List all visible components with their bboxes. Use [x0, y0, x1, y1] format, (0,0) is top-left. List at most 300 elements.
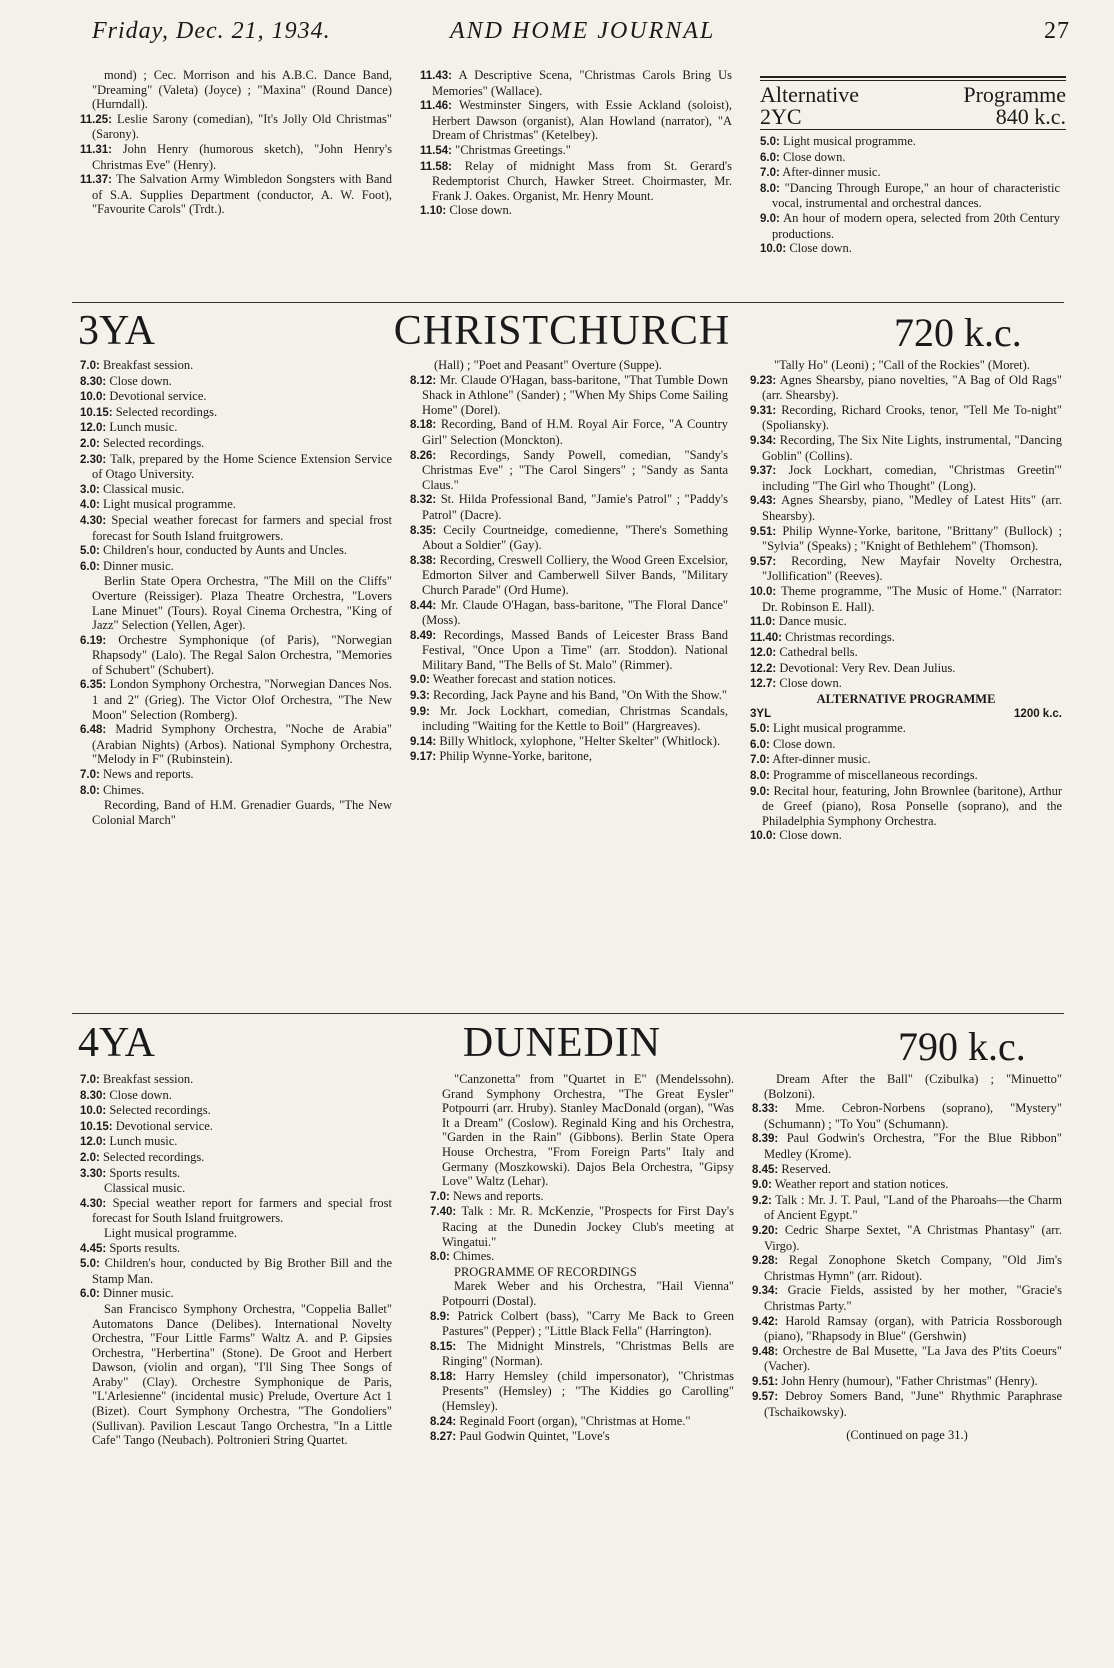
entry-text: "Christmas Greetings."	[455, 142, 571, 157]
entry-time: 9.0:	[410, 674, 430, 687]
programme-entry	[410, 417, 728, 447]
entry-time: 6.0:	[760, 151, 780, 164]
programme-entry	[750, 661, 1062, 677]
entry-text: "Canzonetta" from "Quartet in E" (Mendelssohn). Grand Symphony Orchestra, "The Great Eysler" Potpourri (arr. Hruby). Stanley MacDonald (organ), "Was It a Dream" (Coslow). Reginald King and his Orchestra, "Garden in the Rain" (Gibbons). Berlin State Opera House Orchestra, "From Foreign Parts" Italy and Germany (Moszkowski). Dajos Bela Orchestra, "Gipsy Love" Waltz (Lehar).	[442, 1072, 734, 1189]
programme-entry	[430, 1249, 734, 1265]
entry-time: 8.38:	[410, 554, 437, 567]
entry-time: 5.0:	[80, 1258, 100, 1271]
entry-text: Recordings, Massed Bands of Leicester Brass Band Festival, "Once Upon a Time" (arr. Stoddon). National Military Band, "The Bells of St. Malo" (Rimmer).	[422, 627, 729, 672]
alt-station: 2YC	[760, 104, 802, 129]
entry-time: 7.40:	[430, 1206, 457, 1219]
entry-text: Marek Weber and his Orchestra, "Hail Vienna" Potpourri (Dostal).	[442, 1279, 734, 1308]
programme-entry	[410, 448, 728, 493]
programme-entry	[80, 142, 392, 172]
entry-text: Weather report and station notices.	[774, 1177, 949, 1192]
programme-entry	[750, 463, 1062, 493]
entry-time: 5.0:	[80, 545, 100, 558]
programme-entry	[80, 1241, 392, 1257]
entry-text: Regal Zonophone Sketch Company, "Old Jim's Christmas Hymn" (arr. Ridout).	[764, 1253, 1063, 1283]
entry-time: 2.0:	[80, 437, 100, 450]
entry-time: 12.2:	[750, 662, 777, 675]
programme-entry	[420, 98, 732, 143]
programme-entry	[80, 767, 392, 783]
programme-entry	[80, 574, 392, 632]
alternative-items	[760, 134, 1060, 257]
entry-time: 9.34:	[752, 1285, 779, 1298]
entry-text: John Henry (humorous sketch), "John Henry's Christmas Eve" (Henry).	[92, 141, 393, 172]
entry-text: Recording, Jack Payne and his Band, "On With the Show."	[432, 688, 727, 703]
entry-time: 11.31:	[80, 143, 112, 156]
entry-text: Sports results.	[109, 1165, 181, 1180]
programme-entry	[80, 1134, 392, 1150]
entry-time: 11.0:	[750, 616, 776, 629]
entry-time: 10.0:	[760, 243, 787, 256]
programme-entry	[430, 1265, 734, 1280]
entry-time: 3.30:	[80, 1167, 107, 1180]
entry-time: 10.0:	[80, 391, 107, 404]
programme-entry	[410, 553, 728, 598]
entry-text: Close down.	[772, 736, 836, 751]
station-4ya: 4YA	[78, 1020, 156, 1066]
entry-text: Debroy Somers Band, "June" Rhythmic Paraphrase (Tschaikowsky).	[764, 1389, 1063, 1420]
entry-text: Light musical programme.	[102, 497, 236, 512]
programme-entry	[80, 1226, 392, 1241]
3ya-column-1	[80, 358, 392, 827]
entry-time: 8.0:	[750, 770, 770, 783]
entry-time: 7.0:	[430, 1190, 450, 1203]
entry-text: Talk : Mr. J. T. Paul, "Land of the Pharoahs—the Charm of Ancient Egypt."	[764, 1192, 1062, 1223]
entry-time: 8.0:	[80, 784, 100, 797]
entry-text: Lunch music.	[109, 1134, 178, 1149]
programme-entry	[750, 433, 1062, 463]
entry-time: 9.57:	[750, 555, 777, 568]
entry-time: 7.0:	[80, 769, 100, 782]
entry-text: Sports results.	[109, 1240, 181, 1255]
entry-text: Billy Whitlock, xylophone, "Helter Skelter" (Whitlock).	[439, 733, 721, 748]
programme-entry	[752, 1131, 1062, 1161]
entry-text: Recording, New Mayfair Novelty Orchestra, "Jollification" (Reeves).	[762, 553, 1062, 584]
programme-entry	[750, 768, 1062, 784]
programme-entry	[80, 722, 392, 767]
entry-text: Cecily Courtneidge, comedienne, "There's Something About a Soldier" (Gay).	[422, 522, 729, 553]
programme-entry	[410, 688, 728, 704]
entry-text: Close down.	[779, 828, 842, 843]
programme-entry	[752, 1193, 1062, 1223]
entry-text: Mme. Cebron-Norbens (soprano), "Mystery" (Schumann) ; "To You" (Schumann).	[764, 1101, 1062, 1131]
entry-time: 9.23:	[750, 374, 777, 387]
3ya-column-3	[750, 358, 1062, 844]
entry-text: Light musical programme.	[772, 721, 906, 736]
city-christchurch: CHRISTCHURCH	[393, 308, 731, 354]
entry-time: 9.42:	[752, 1315, 779, 1328]
entry-time: 9.3:	[410, 690, 430, 703]
programme-entry	[752, 1344, 1062, 1374]
programme-entry	[80, 543, 392, 559]
entry-time: 4.30:	[80, 514, 107, 527]
entry-time: 6.35:	[80, 679, 107, 692]
programme-entry	[420, 203, 732, 219]
programme-entry	[80, 389, 392, 405]
entry-text: Children's hour, conducted by Big Brother Bill and the Stamp Man.	[92, 1256, 392, 1286]
entry-text: The Salvation Army Wimbledon Songsters with Band of S.A. Supplies Department (conductor, A. W. Foot), "Favourite Carols" (Trdt.).	[92, 172, 393, 217]
programme-entry	[750, 752, 1062, 768]
programme-entry	[80, 68, 392, 112]
entry-time: 6.0:	[80, 560, 100, 573]
entry-time: 10.0:	[750, 585, 777, 598]
programme-entry	[752, 1283, 1062, 1313]
alt-title-right: Programme	[963, 82, 1066, 107]
programme-entry	[750, 554, 1062, 584]
entry-time: 7.0:	[750, 754, 770, 767]
programme-entry	[80, 783, 392, 799]
entry-text: Close down.	[779, 676, 842, 691]
programme-entry	[410, 598, 728, 628]
alt-frequency-3yl: 1200 k.c.	[1014, 707, 1062, 720]
entry-text: Patrick Colbert (bass), "Carry Me Back to Green Pastures" (Pepper) ; "Little Black Fella" (Harrington).	[442, 1308, 734, 1339]
programme-entry	[420, 68, 732, 98]
entry-time: 9.14:	[410, 735, 437, 748]
entry-text: Devotional: Very Rev. Dean Julius.	[779, 660, 956, 675]
entry-time: 9.0:	[752, 1179, 772, 1192]
entry-time: 9.43:	[750, 495, 777, 508]
4ya-column-1	[80, 1072, 392, 1448]
programme-entry	[750, 737, 1062, 753]
entry-text: Relay of midnight Mass from St. Gerard's Redemptorist Church, Hawker Street. Choirmaster, Mr. Frank J. Oakes. Organist, Mr. Henry Mount.	[432, 158, 732, 203]
entry-time: 11.58:	[420, 160, 452, 173]
entry-text: Mr. Jock Lockhart, comedian, Christmas Scandals, including "Waiting for the Kettle to Boil" (Hargreaves).	[422, 703, 728, 734]
programme-entry	[750, 524, 1062, 554]
entry-text: Mr. Claude O'Hagan, bass-baritone, "The Floral Dance" (Moss).	[422, 597, 729, 628]
programme-entry	[410, 749, 728, 765]
alt-station-3yl: 3YL	[750, 707, 772, 720]
programme-entry	[750, 403, 1062, 433]
entry-time: 7.0:	[760, 167, 780, 180]
alt-station-row	[750, 707, 1062, 722]
continued-note: (Continued on page 31.)	[846, 1427, 968, 1442]
entry-text: Selected recordings.	[102, 1149, 205, 1164]
programme-entry	[80, 374, 392, 390]
programme-entry	[752, 1253, 1062, 1283]
programme-entry	[430, 1189, 734, 1205]
entry-time: 10.0:	[750, 830, 777, 843]
entry-time: 11.25:	[80, 113, 112, 126]
programme-entry	[80, 405, 392, 421]
entry-text: Weather forecast and station notices.	[432, 672, 617, 687]
programme-entry	[760, 134, 1060, 150]
entry-text: Harry Hemsley (child impersonator), "Christmas Presents" (Hemsley) ; "The Kiddies go Carolling" (Hemsley).	[442, 1368, 735, 1414]
entry-time: 7.0:	[80, 360, 100, 372]
entry-text: Selected recordings.	[115, 404, 218, 419]
programme-entry	[410, 492, 728, 522]
programme-entry	[430, 1279, 734, 1308]
entry-time: 8.33:	[752, 1103, 779, 1116]
programme-entry	[410, 704, 728, 734]
entry-text: Cedric Sharpe Sextet, "A Christmas Phantasy" (arr. Virgo).	[764, 1222, 1063, 1253]
entry-text: "Tally Ho" (Leoni) ; "Call of the Rockies" (Moret).	[774, 358, 1030, 372]
entry-text: The Midnight Minstrels, "Christmas Bells are Ringing" (Norman).	[442, 1338, 734, 1369]
entry-time: 8.35:	[410, 524, 437, 537]
entry-time: 11.54:	[420, 144, 452, 157]
entry-text: Chimes.	[102, 782, 145, 797]
programme-entry	[410, 734, 728, 750]
programme-entry	[80, 1256, 392, 1286]
programme-entry	[752, 1314, 1062, 1344]
programme-entry	[760, 181, 1060, 211]
programme-entry	[750, 614, 1062, 630]
page-header	[60, 18, 1070, 58]
entry-time: 4.45:	[80, 1242, 107, 1255]
entry-time: 3.0:	[80, 483, 100, 496]
programme-entry	[80, 1181, 392, 1196]
entry-text: Westminster Singers, with Essie Ackland (soloist), Herbert Dawson (organist), Alan Howland (narrator), "A Dream of Christmas" (Ketelbey).	[432, 98, 732, 143]
entry-text: Close down.	[789, 241, 852, 256]
programme-entry	[750, 584, 1062, 614]
programme-entry	[420, 159, 732, 204]
entry-time: 9.0:	[750, 785, 770, 798]
entry-text: Classical music.	[102, 481, 185, 496]
programme-entry	[80, 420, 392, 436]
frequency-3ya: 720 k.c.	[894, 310, 1022, 355]
programme-entry	[80, 358, 392, 374]
divider	[760, 129, 1066, 130]
entry-time: 9.31:	[750, 404, 777, 417]
entry-text: Recording, Richard Crooks, tenor, "Tell Me To-night" (Spoliansky).	[762, 402, 1062, 433]
entry-text: Theme programme, "The Music of Home." (Narrator: Dr. Robinson E. Hall).	[762, 583, 1063, 614]
programme-entry	[430, 1204, 734, 1249]
journal-title: AND HOME JOURNAL	[450, 18, 716, 44]
programme-entry	[80, 1286, 392, 1302]
entry-time: 8.26:	[410, 449, 437, 462]
entry-time: 8.24:	[430, 1415, 457, 1428]
entry-text: Talk : Mr. R. McKenzie, "Prospects for First Day's Racing at the Dunedin Jockey Club's meeting at Wingatui."	[442, 1204, 734, 1249]
programme-entry	[80, 1196, 392, 1226]
entry-time: 9.51:	[750, 525, 777, 538]
station-3ya: 3YA	[78, 308, 156, 354]
entry-time: 9.37:	[750, 465, 777, 478]
4ya-column-3	[752, 1072, 1062, 1442]
entry-text: mond) ; Cec. Morrison and his A.B.C. Dance Band, "Dreaming" (Valeta) (Joyce) ; "Maxina" (Round Dance) (Hurndall).	[92, 68, 392, 112]
programme-entry	[80, 112, 392, 142]
entry-text: Paul Godwin Quintet, "Love's	[459, 1429, 610, 1444]
entry-text: Reserved.	[781, 1161, 831, 1176]
entry-text: John Henry (humour), "Father Christmas" (Henry).	[781, 1373, 1038, 1388]
programme-entry	[752, 1177, 1062, 1193]
alt-title-left: Alternative	[760, 82, 859, 107]
programme-entry	[750, 721, 1062, 737]
entry-text: Dream After the Ball" (Czibulka) ; "Minuetto" (Bolzoni).	[764, 1072, 1062, 1101]
entry-time: 8.18:	[430, 1370, 457, 1383]
entry-time: 11.46:	[420, 100, 452, 113]
entry-time: 9.28:	[752, 1255, 779, 1268]
entry-text: Madrid Symphony Orchestra, "Noche de Arabia" (Arabian Nights) (Arbos). National Symphony Orchestra, "Melody in F" (Rubinstein).	[92, 722, 392, 767]
entry-time: 9.57:	[752, 1391, 779, 1404]
entry-time: 12.0:	[750, 647, 777, 660]
programme-entry	[760, 241, 1060, 257]
entry-text: Light musical programme.	[782, 134, 916, 148]
entry-time: 9.0:	[760, 212, 780, 225]
entry-time: 6.48:	[80, 724, 107, 737]
entry-text: Children's hour, conducted by Aunts and Uncles.	[102, 543, 348, 558]
entry-text: Devotional service.	[109, 389, 207, 404]
entry-text: Agnes Shearsby, piano novelties, "A Bag of Old Rags" (arr. Shearsby).	[762, 372, 1062, 403]
entry-time: 8.45:	[752, 1163, 779, 1176]
entry-text: St. Hilda Professional Band, "Jamie's Patrol" ; "Paddy's Patrol" (Dacre).	[422, 492, 728, 522]
entry-text: Close down.	[109, 1087, 172, 1102]
alternative-programme-2yc	[760, 76, 1066, 256]
entry-text: Paul Godwin's Orchestra, "For the Blue Ribbon" Medley (Krome).	[764, 1131, 1063, 1161]
entry-time: 12.7:	[750, 678, 777, 691]
top-column-1	[80, 68, 392, 217]
entry-text: Classical music.	[104, 1181, 186, 1196]
frequency-4ya: 790 k.c.	[898, 1024, 1026, 1069]
programme-entry	[410, 628, 728, 673]
programme-entry	[750, 630, 1062, 646]
programme-entry	[80, 1150, 392, 1166]
programme-entry	[430, 1429, 734, 1445]
entry-time: 6.0:	[750, 738, 770, 751]
entry-time: 11.40:	[750, 631, 782, 644]
entry-time: 8.0:	[760, 182, 780, 195]
programme-entry	[410, 523, 728, 553]
programme-entry	[760, 211, 1060, 241]
entry-time: 9.20:	[752, 1224, 779, 1237]
programme-entry	[750, 828, 1062, 844]
entry-text: Mr. Claude O'Hagan, bass-baritone, "That Tumble Down Shack in Athlone" (Sander) ; "When My Ships Come Sailing Home" (Dorel).	[422, 372, 729, 417]
entry-time: 9.9:	[410, 705, 430, 718]
section-divider	[72, 302, 1064, 303]
alt-programme-heading: ALTERNATIVE PROGRAMME	[816, 692, 996, 707]
entry-text: Philip Wynne-Yorke, baritone,	[439, 749, 592, 764]
entry-time: 8.0:	[430, 1251, 450, 1264]
entry-time: 8.30:	[80, 375, 107, 388]
entry-time: 1.10:	[420, 205, 447, 218]
entry-time: 10.15:	[80, 406, 113, 419]
programme-entry	[750, 358, 1062, 373]
programme-entry	[80, 798, 392, 827]
entry-text: Orchestre Symphonique (of Paris), "Norwegian Rhapsody" (Lalo). The Regal Salon Orchestra, "Memories of Schubert" (Schubert).	[92, 632, 393, 677]
3ya-column-2	[410, 358, 728, 765]
entry-time: 8.49:	[410, 629, 437, 642]
entry-text: Close down.	[109, 373, 172, 388]
entry-time: 8.32:	[410, 494, 437, 507]
entry-text: "Dancing Through Europe," an hour of characteristic vocal, instrumental and orchestral dances.	[772, 180, 1061, 211]
programme-entry	[430, 1339, 734, 1369]
programme-entry	[80, 559, 392, 575]
programme-entry	[430, 1369, 734, 1414]
entry-text: Light musical programme.	[104, 1225, 237, 1240]
programme-entry	[750, 676, 1062, 692]
programme-entry	[750, 645, 1062, 661]
entry-time: 9.48:	[752, 1345, 779, 1358]
programme-entry	[80, 1119, 392, 1135]
entry-time: 2.30:	[80, 453, 107, 466]
programme-entry	[750, 784, 1062, 829]
entry-time: 10.0:	[80, 1105, 107, 1118]
programme-entry	[80, 1302, 392, 1448]
programme-entry	[410, 672, 728, 688]
entry-text: News and reports.	[452, 1188, 544, 1203]
programme-entry	[80, 172, 392, 217]
entry-time: 7.0:	[80, 1074, 100, 1086]
entry-text: Recording, Band of H.M. Grenadier Guards, "The New Colonial March"	[92, 798, 392, 827]
entry-text: PROGRAMME OF RECORDINGS	[454, 1264, 637, 1279]
programme-entry	[760, 165, 1060, 181]
programme-entry	[430, 1072, 734, 1189]
entry-text: Christmas recordings.	[785, 629, 895, 644]
entry-text: Close down.	[782, 149, 846, 164]
programme-entry	[750, 493, 1062, 523]
entry-text: Reginald Foort (organ), "Christmas at Home."	[459, 1413, 691, 1428]
4ya-column-2	[430, 1072, 734, 1445]
entry-time: 8.27:	[430, 1431, 457, 1444]
entry-text: After-dinner music.	[782, 165, 881, 180]
entry-text: Recording, The Six Nite Lights, instrumental, "Dancing Goblin" (Collins).	[762, 432, 1062, 463]
programme-entry	[752, 1223, 1062, 1253]
entry-text: Berlin State Opera Orchestra, "The Mill on the Cliffs" Overture (Reissiger). Plaza Theatre Orchestra, "Lovers Lane Minuet" (Tours). Royal Cinema Orchestra, "King of Jazz" Selection (Yellen, Ager).	[92, 574, 392, 633]
programme-entry	[760, 150, 1060, 166]
city-dunedin: DUNEDIN	[462, 1020, 662, 1066]
issue-date: Friday, Dec. 21, 1934.	[92, 18, 331, 44]
entry-text: Programme of miscellaneous recordings.	[772, 768, 978, 783]
entry-time: 6.19:	[80, 634, 107, 647]
alternative-heading	[760, 81, 1066, 129]
entry-text: Dance music.	[778, 614, 847, 629]
entry-time: 8.18:	[410, 419, 437, 432]
entry-text: An hour of modern opera, selected from 20th Century productions.	[772, 210, 1060, 241]
programme-entry	[80, 633, 392, 678]
entry-text: Recording, Band of H.M. Royal Air Force, "A Country Girl" Selection (Monckton).	[422, 417, 729, 447]
page-number: 27	[1044, 18, 1070, 44]
programme-entry	[430, 1414, 734, 1430]
top-column-2	[420, 68, 732, 219]
entry-time: 8.9:	[430, 1310, 450, 1323]
entry-text: Chimes.	[452, 1249, 495, 1264]
programme-entry	[752, 1101, 1062, 1131]
programme-entry	[752, 1162, 1062, 1178]
entry-text: Agnes Shearsby, piano, "Medley of Latest Hits" (arr. Shearsby).	[762, 493, 1062, 523]
entry-time: 6.0:	[80, 1288, 100, 1301]
programme-entry	[80, 1072, 392, 1088]
programme-entry	[80, 452, 392, 482]
entry-time: 9.34:	[750, 434, 777, 447]
entry-time: 9.2:	[752, 1194, 772, 1207]
entry-text: Breakfast session.	[102, 358, 194, 372]
entry-time: 8.44:	[410, 599, 437, 612]
entry-time: 11.43:	[420, 70, 452, 82]
entry-text: Harold Ramsay (organ), with Patricia Rossborough (piano), "Rhapsody in Blue" (Gershwin)	[764, 1313, 1063, 1344]
entry-text: Selected recordings.	[109, 1103, 211, 1118]
entry-text: Recital hour, featuring, John Brownlee (baritone), Arthur de Greef (piano), Rosa Ponselle (soprano), and the Philadelphia Symphony Orchestra.	[762, 783, 1063, 828]
entry-time: 5.0:	[750, 723, 770, 736]
entry-time: 4.0:	[80, 499, 100, 512]
entry-text: Dinner music.	[102, 558, 174, 573]
entry-text: Breakfast session.	[102, 1072, 194, 1086]
entry-time: 8.15:	[430, 1340, 457, 1353]
programme-entry	[410, 358, 728, 373]
entry-time: 2.0:	[80, 1151, 100, 1164]
entry-text: London Symphony Orchestra, "Norwegian Dances Nos. 1 and 2" (Grieg). The Victor Olof Orchestra, "The New Moon" Selection (Romberg).	[92, 677, 392, 722]
entry-time: 8.30:	[80, 1089, 107, 1102]
programme-entry	[752, 1374, 1062, 1390]
entry-time: 5.0:	[760, 136, 780, 148]
divider	[760, 76, 1066, 78]
entry-text: Talk, prepared by the Home Science Extension Service of Otago University.	[92, 451, 392, 482]
programme-entry	[410, 373, 728, 418]
entry-text: (Hall) ; "Poet and Peasant" Overture (Suppe).	[434, 358, 662, 372]
programme-entry	[80, 513, 392, 543]
entry-text: Selected recordings.	[102, 435, 205, 450]
entry-text: Recordings, Sandy Powell, comedian, "Sandy's Christmas Eve" ; "The Carol Singers" ; "Sandy as Santa Claus."	[422, 447, 729, 492]
